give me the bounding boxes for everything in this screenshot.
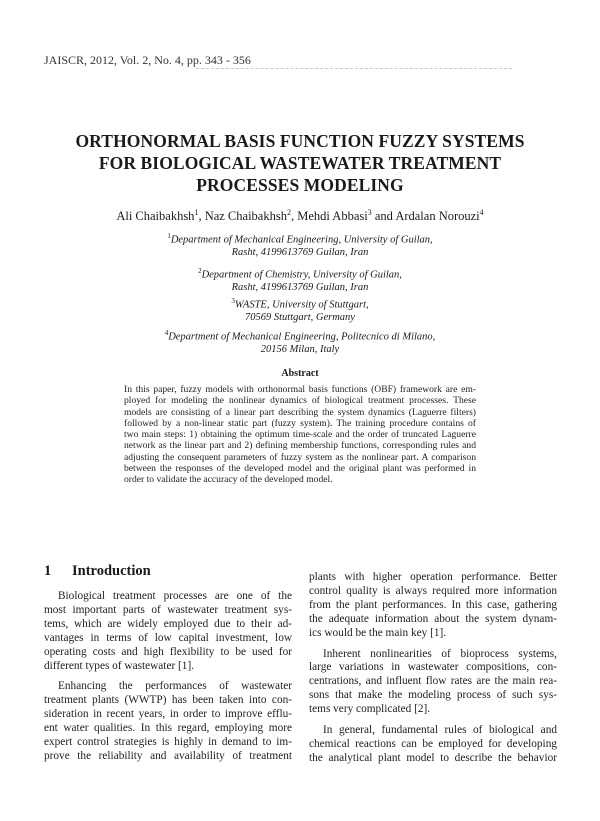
- abstract-line: In this paper, fuzzy models with orthonormal basis functions (OBF) framework are em-: [124, 384, 476, 395]
- author-name: Mehdi Abbasi: [297, 209, 368, 224]
- abstract-line: adjusting the consequent parameters of fuzzy system as the nonlinear part. A comparison: [124, 451, 476, 463]
- affiliation-line: Department of Chemistry, University of Guilan,: [201, 269, 402, 281]
- journal-header: JAISCR, 2012, Vol. 2, No. 4, pp. 343 - 356: [44, 53, 251, 67]
- affiliation-4: [40, 327, 560, 356]
- body-line: tems very complicated [2].: [309, 703, 431, 716]
- body-line: vantages in terms of low capital investment, low: [44, 631, 292, 644]
- affiliation-line: 20156 Milan, Italy: [260, 343, 340, 355]
- affiliation-marker: 2: [198, 267, 202, 275]
- left-column: [44, 590, 292, 764]
- affiliation-line: Rasht, 4199613769 Guilan, Iran: [231, 246, 369, 258]
- affiliation-line: 70569 Stuttgart, Germany: [245, 311, 355, 323]
- body-line: different types of wastewater [1].: [44, 659, 195, 672]
- right-column: [309, 571, 557, 766]
- body-line: Inherent nonlinearities of bioprocess systems,: [323, 647, 557, 660]
- affiliation-line: Department of Mechanical Engineering, Politecnico di Milano,: [168, 331, 436, 343]
- author-separator: ,: [290, 209, 298, 224]
- body-line: Enhancing the performances of wastewater: [58, 680, 292, 693]
- body-line: centrations, and influent flow rates are the main rea-: [309, 675, 557, 688]
- body-line: control quality is always required more information: [309, 584, 557, 597]
- body-line: ent water qualities. In this regard, employing more: [44, 722, 292, 735]
- body-line: In general, fundamental rules of biological and: [323, 724, 557, 737]
- abstract-body: [124, 384, 476, 486]
- body-line: the analytical plant model to describe the behavior: [309, 751, 557, 764]
- affiliation-marker: 3: [231, 297, 235, 305]
- affiliation-line: Department of Mechanical Engineering, University of Guilan,: [170, 234, 433, 246]
- body-line: tems, which are widely employed due to their ad-: [44, 617, 292, 630]
- affiliation-line: WASTE, University of Stuttgart,: [234, 299, 369, 311]
- author-affil-marker: 4: [479, 208, 484, 217]
- title-line: FOR BIOLOGICAL WASTEWATER TREATMENT: [98, 153, 502, 173]
- abstract-line: two main steps: 1) obtaining the optimum time-scale and the order of truncated Laguerre: [124, 429, 476, 441]
- affiliation-1: [40, 230, 560, 259]
- body-line: Biological treatment processes are one of the: [58, 590, 292, 602]
- author-affil-marker: 2: [286, 208, 291, 217]
- body-line: ics would be the main key [1].: [309, 626, 447, 639]
- section-number: 1: [44, 563, 52, 579]
- section-heading-introduction: [44, 563, 151, 580]
- affiliation-marker: 4: [164, 329, 169, 337]
- author-name: Ardalan Norouzi: [395, 209, 480, 224]
- affiliation-2: [40, 265, 560, 294]
- author-separator: and: [371, 209, 396, 224]
- body-line: treatment plants (WWTP) has been taken into con-: [44, 694, 292, 707]
- body-line: prove the reliability and availability of treatment: [44, 749, 292, 762]
- abstract-line: ployed for modeling the nonlinear dynamics of biological treatment processes. These: [124, 395, 476, 407]
- body-line: plants with higher operation performance. Better: [309, 571, 557, 583]
- header-rule: [196, 68, 512, 69]
- abstract-line: order to validate the accuracy of the developed model.: [124, 474, 333, 486]
- body-line: operating costs and high flexibility to be used for: [44, 645, 292, 658]
- body-line: chemical reactions can be employed for developing: [309, 737, 557, 750]
- section-title: Introduction: [72, 563, 151, 579]
- affiliation-line: Rasht, 4199613769 Guilan, Iran: [231, 281, 369, 293]
- abstract-line: models are consisting of a linear part describing the system dynamics (Laguerre filters): [124, 406, 476, 418]
- body-line: large variations in wastewater compositions, con-: [309, 661, 557, 674]
- body-line: from the plant performances. In this case, gathering: [309, 598, 557, 611]
- body-line: expert control strategies is highly in demand to im-: [44, 736, 292, 749]
- author-list: [40, 208, 560, 224]
- author-name: Ali Chaibakhsh: [116, 209, 195, 224]
- author-affil-marker: 3: [367, 208, 372, 217]
- body-line: the adequate information about the system dynam-: [309, 612, 557, 625]
- author-name: Naz Chaibakhsh: [204, 209, 287, 224]
- author-affil-marker: 1: [194, 208, 199, 217]
- abstract-line: followed by a non-linear static part (fuzzy system). The training procedure contains of: [124, 417, 476, 429]
- title-line: ORTHONORMAL BASIS FUNCTION FUZZY SYSTEMS: [75, 131, 525, 151]
- body-line: sideration in recent years, in order to improve efflu-: [44, 708, 292, 721]
- abstract-line: network as the linear part and 2) defining membership functions, corresponding rules and: [124, 440, 476, 452]
- abstract-heading: Abstract: [281, 368, 319, 379]
- paper-title: [40, 130, 560, 196]
- affiliation-marker: 1: [167, 232, 171, 240]
- title-line: PROCESSES MODELING: [196, 175, 404, 195]
- author-separator: ,: [198, 209, 205, 224]
- body-line: sons that make the modeling process of such sys-: [309, 689, 557, 702]
- abstract-line: between the responses of the developed model and the original plant was performed in: [124, 463, 476, 475]
- body-line: most important parts of wastewater treatment sys-: [44, 603, 292, 616]
- affiliation-3: [40, 295, 560, 324]
